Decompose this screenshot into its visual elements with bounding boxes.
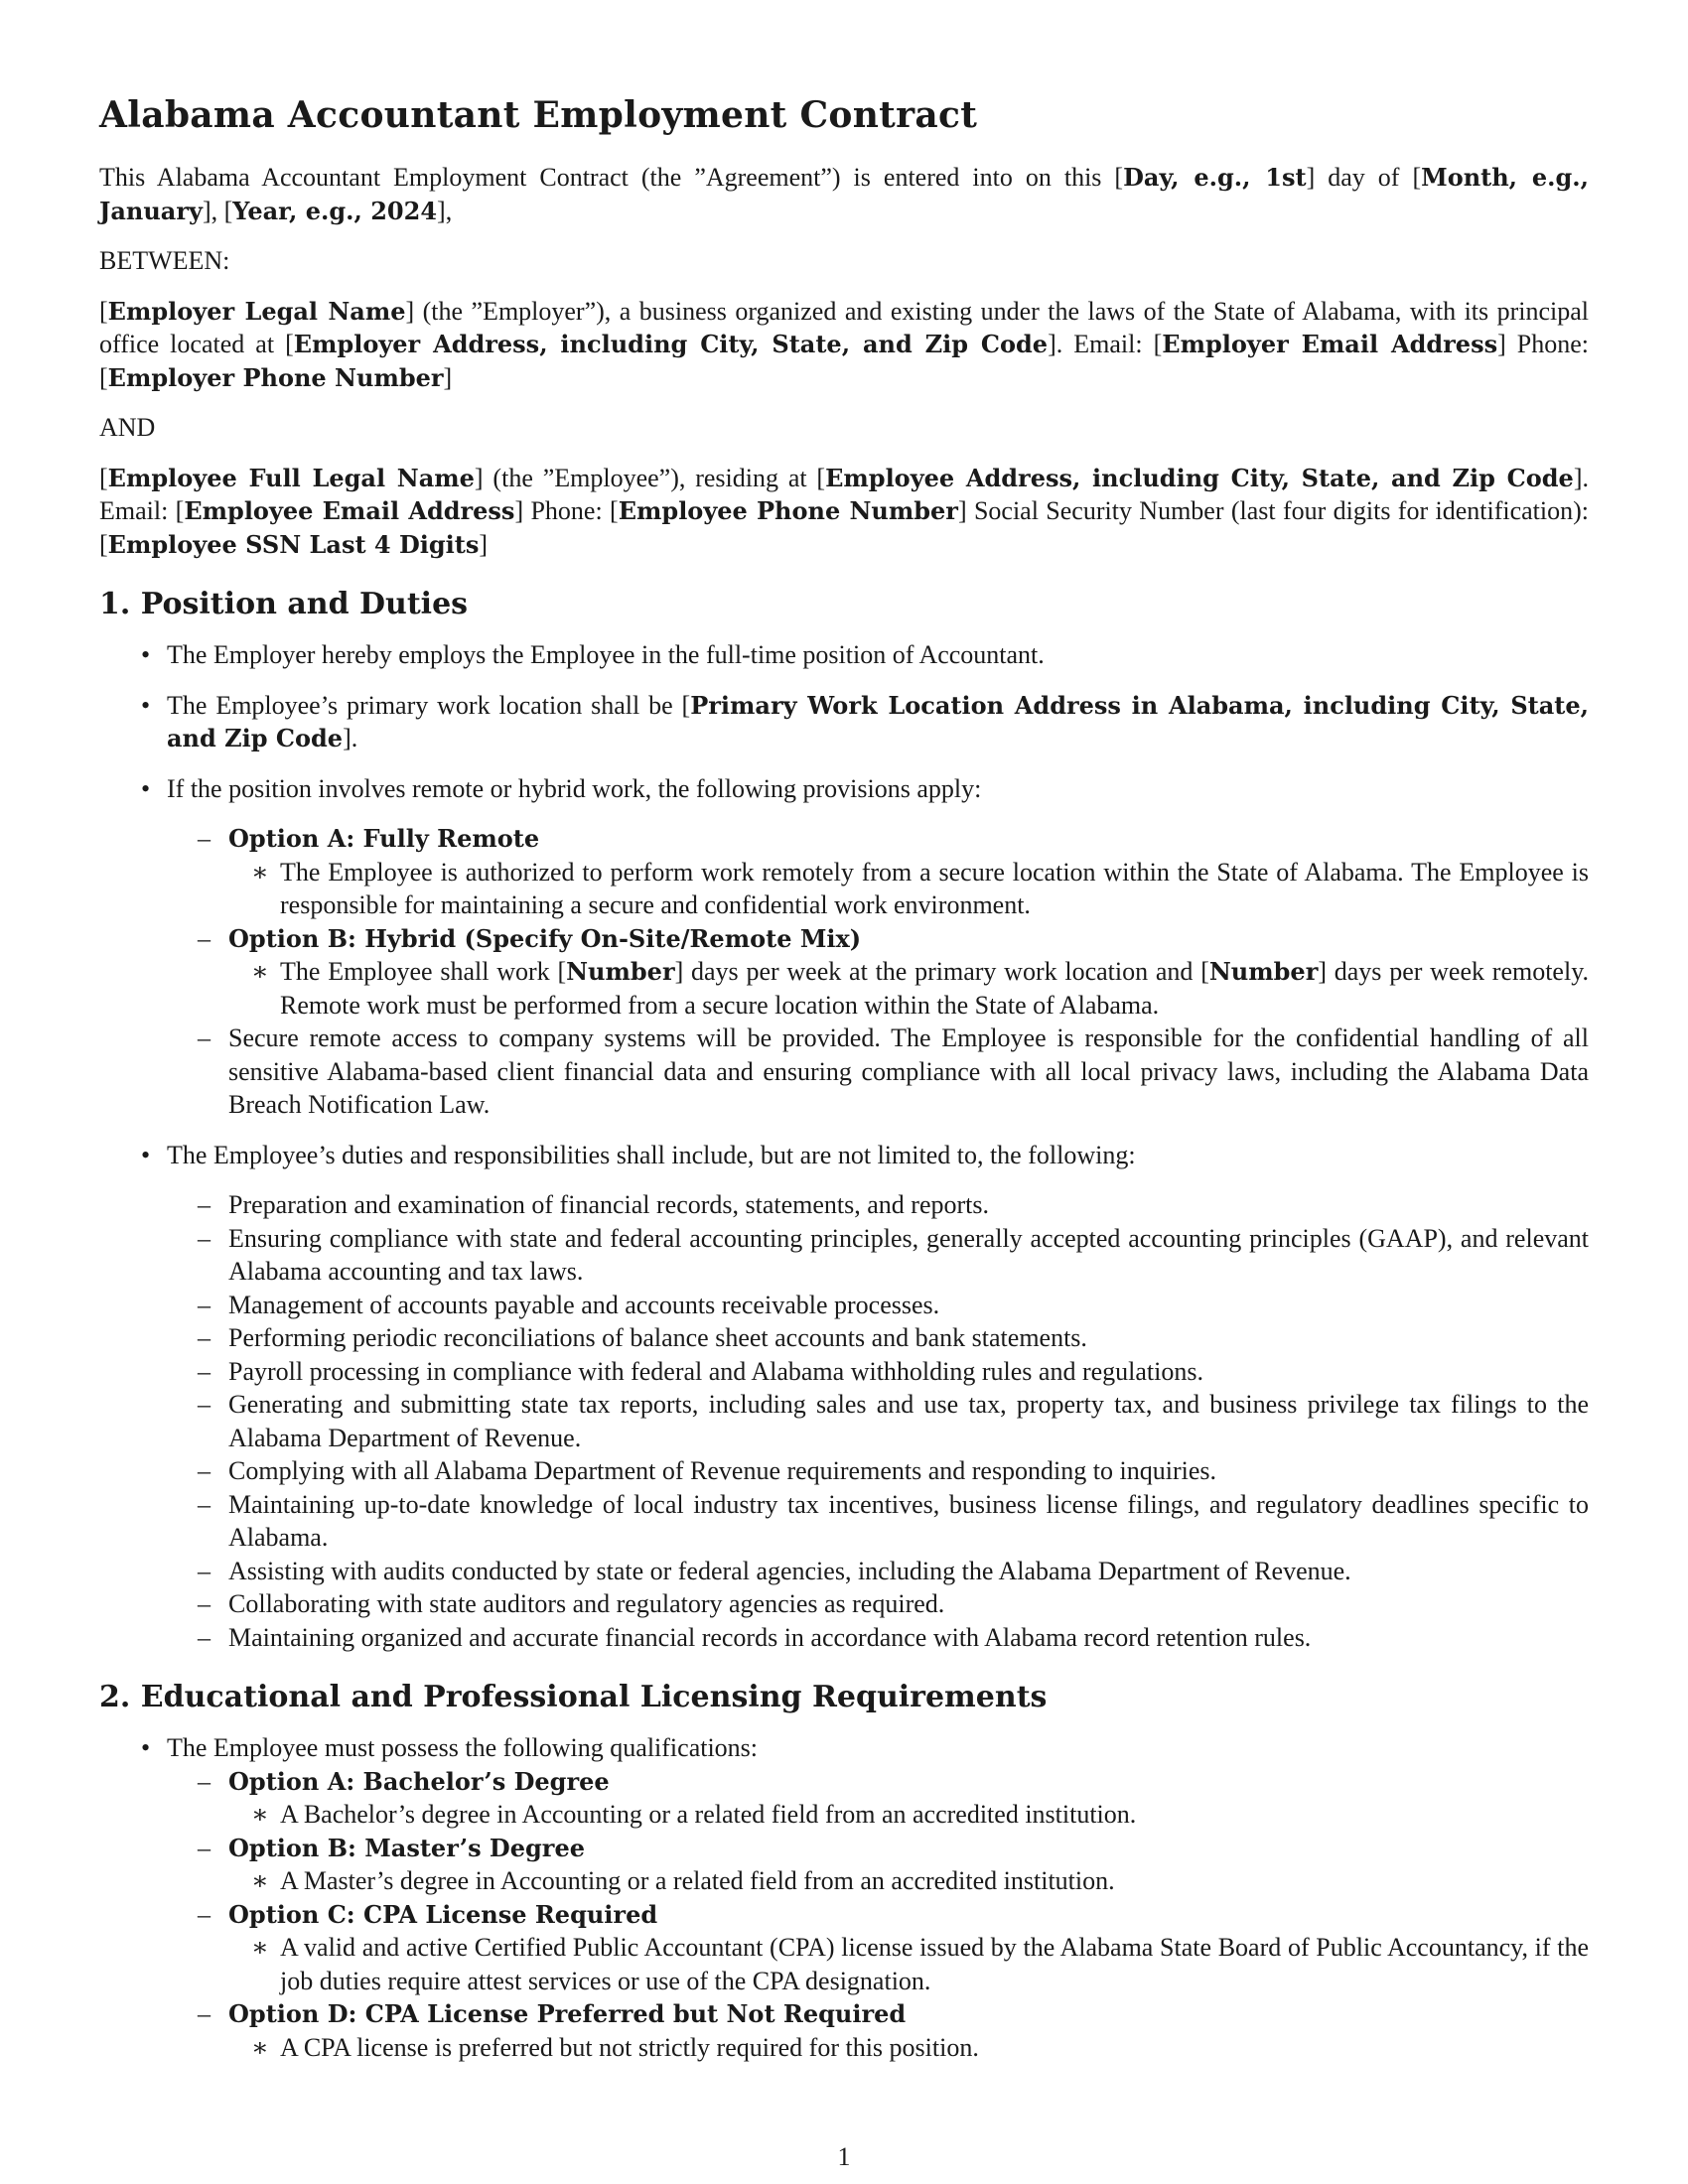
placeholder-work-location: Primary Work Location Address in Alabama, including City, State, and Zip Code [167,690,1589,752]
sub-sub-list [228,2031,1589,2065]
item-text: If the position involves remote or hybrid work, the following provisions apply: [167,773,982,803]
sub-sub-list [228,1798,1589,1832]
option-label: Option B: Hybrid (Specify On-Site/Remote Mix) [228,923,862,953]
placeholder-employer-address: Employer Address, including City, State, and Zip Code [293,330,1049,358]
placeholder-employee-phone: Employee Phone Number [618,496,958,525]
intro-text: ] day of [ [1306,163,1422,192]
sub-sub-list-item: ∗ A Bachelor’s degree in Accounting or a related field from an accredited institution. [280,1798,1589,1832]
intro-paragraph [99,161,1589,227]
employer-text: ]. Email: [ [1048,330,1163,358]
and-label: AND [99,413,156,442]
duties-list [167,1188,1589,1654]
duty-item: – Complying with all Alabama Department of Revenue requirements and responding to inquiries. [228,1454,1589,1488]
sub-sub-list-item: ∗ A Master’s degree in Accounting or a related field from an accredited institution. [280,1864,1589,1898]
employee-text: ] Phone: [ [514,496,619,525]
item-text: ] days per week at the primary work location and [ [674,957,1209,986]
placeholder-day: Day, e.g., 1st [1123,163,1307,192]
list-item: • The Employer hereby employs the Employee in the full-time position of Accountant. [167,638,1589,672]
employee-text: ]. Email: [ [99,463,1589,525]
sub-list-item [228,822,1589,922]
employer-text: [ [99,296,108,326]
employer-text: ] [443,362,453,392]
option-label: Option A: Bachelor’s Degree [228,1766,610,1796]
list-item [167,1139,1589,1655]
item-text: ]. [343,724,358,752]
employer-text: ] (the ”Employer”), a business organized and existing under the laws of the State of Alabama, with its principal office located at [ [99,296,1589,358]
option-label: Option B: Master’s Degree [228,1833,585,1862]
document-title: Alabama Accountant Employment Contract [99,94,978,136]
employee-text: ] (the ”Employee”), residing at [ [474,463,826,492]
item-text: The Employee must possess the following qualifications: [167,1733,759,1762]
section-education-licensing [99,1678,1589,2064]
duty-item: – Maintaining up-to-date knowledge of local industry tax incentives, business license filings, and regulatory deadlines specific to Alabama. [228,1488,1589,1555]
placeholder-employee-email: Employee Email Address [184,496,515,525]
duty-item: – Preparation and examination of financial records, statements, and reports. [228,1188,1589,1222]
sub-list [167,822,1589,1122]
sub-list-item [228,922,1589,1023]
duty-item: – Assisting with audits conducted by state or federal agencies, including the Alabama Department of Revenue. [228,1555,1589,1588]
duty-item: – Maintaining organized and accurate financial records in accordance with Alabama record retention rules. [228,1621,1589,1655]
option-label: Option D: CPA License Preferred but Not Required [228,1999,907,2028]
duty-item: – Payroll processing in compliance with federal and Alabama withholding rules and regulations. [228,1355,1589,1389]
employer-text: ] Phone: [ [99,330,1590,392]
contract-page [99,77,1589,2081]
sub-sub-list [228,955,1589,1022]
sub-sub-list [228,1931,1589,1997]
item-text: The Employee’s duties and responsibilities shall include, but are not limited to, the following: [167,1140,1136,1169]
placeholder-employer-email: Employer Email Address [1162,330,1498,358]
sub-list-item: – Secure remote access to company systems will be provided. The Employee is responsible for the confidential handling of all sensitive Alabama-based client financial data and ensuring compliance with all local privacy laws, including the Alabama Data Breach Notification Law. [228,1022,1589,1122]
sub-sub-list [228,1864,1589,1898]
employer-paragraph [99,295,1589,395]
sub-list-item [228,1765,1589,1832]
between-label: BETWEEN: [99,246,230,275]
duty-item: – Generating and submitting state tax reports, including sales and use tax, property tax, and business privilege tax filings to the Alabama Department of Revenue. [228,1388,1589,1454]
option-label: Option A: Fully Remote [228,824,540,853]
sub-sub-list [228,856,1589,922]
sub-sub-list-item: ∗ The Employee is authorized to perform work remotely from a secure location within the State of Alabama. The Employee is responsible for maintaining a secure and confidential work environment. [280,856,1589,922]
sub-sub-list-item: ∗ A valid and active Certified Public Accountant (CPA) license issued by the Alabama State Board of Public Accountancy, if the job duties require attest services or use of the CPA designation. [280,1931,1589,1997]
section-heading: 2. Educational and Professional Licensing Requirements [99,1680,1048,1714]
page-number: 1 [837,2142,851,2171]
placeholder-employee-name: Employee Full Legal Name [107,463,475,492]
intro-text: ], [437,196,453,225]
duty-item: – Performing periodic reconciliations of balance sheet accounts and bank statements. [228,1321,1589,1355]
intro-text: This Alabama Accountant Employment Contract (the ”Agreement”) is entered into on this [ [99,163,1124,192]
duty-item: – Collaborating with state auditors and regulatory agencies as required. [228,1587,1589,1621]
list-item [167,689,1589,755]
placeholder-month: Month, e.g., January [99,163,1590,225]
item-text: The Employee shall work [ [280,957,567,986]
employee-text: ] [479,529,489,559]
sub-list-item [228,1898,1589,1998]
section-heading: 1. Position and Duties [99,587,469,621]
employee-text: ] Social Security Number (last four digits for identification): [ [99,496,1589,559]
list-item [167,1731,1589,2064]
sub-sub-list-item [280,955,1589,1022]
placeholder-number: Number [566,957,675,986]
placeholder-year: Year, e.g., 2024 [232,196,438,225]
employee-paragraph [99,462,1589,562]
sub-list-item [228,1997,1589,2064]
intro-text: ], [ [202,196,233,225]
employee-text: [ [99,463,108,492]
item-text: The Employee’s primary work location shall be [ [167,690,691,720]
placeholder-employee-ssn: Employee SSN Last 4 Digits [107,529,480,559]
section-position-duties [99,585,1589,1654]
item-text: ] days per week remotely. Remote work must be performed from a secure location within the State of Alabama. [280,957,1590,1020]
bullet-list [99,638,1589,1654]
bullet-list [99,1731,1589,2064]
sub-list-item [228,1832,1589,1898]
qualifications-list [167,1765,1589,2065]
placeholder-employer-phone: Employer Phone Number [107,362,444,392]
placeholder-number: Number [1208,957,1319,986]
list-item [167,772,1589,1122]
duty-item: – Ensuring compliance with state and federal accounting principles, generally accepted accounting principles (GAAP), and relevant Alabama accounting and tax laws. [228,1222,1589,1289]
sub-sub-list-item: ∗ A CPA license is preferred but not strictly required for this position. [280,2031,1589,2065]
duty-item: – Management of accounts payable and accounts receivable processes. [228,1289,1589,1322]
option-label: Option C: CPA License Required [228,1899,658,1929]
placeholder-employee-address: Employee Address, including City, State, and Zip Code [825,463,1574,492]
placeholder-employer-name: Employer Legal Name [107,296,406,326]
